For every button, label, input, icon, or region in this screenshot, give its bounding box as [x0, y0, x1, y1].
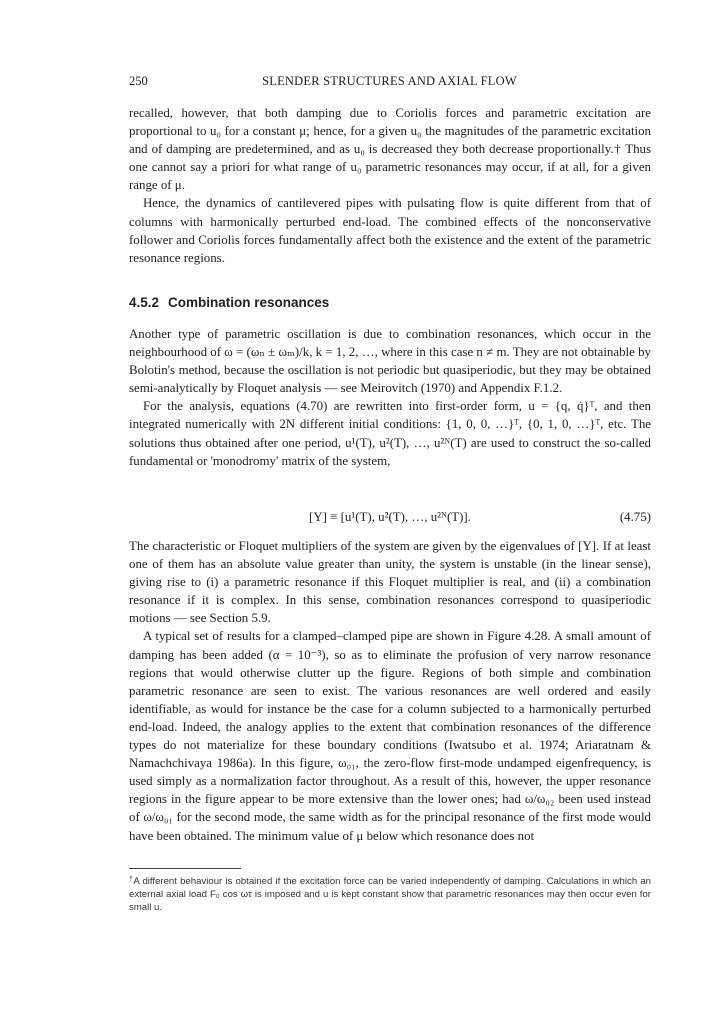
- bottom-text-block: [129, 537, 651, 845]
- page-header: [129, 74, 650, 90]
- paragraph: Another type of parametric oscillation is due to combination resonances, which occur in the neighbourhood of ω = (ωₙ ± ωₘ)/k, k = 1, 2, …, where in this case n ≠ m. They are not obtainable by Bolotin's method, because the oscillation is not periodic but quasiperiodic, but they may be obtained semi-analytically by Floquet analysis — see Meirovitch (1970) and Appendix F.1.2.: [129, 327, 651, 396]
- top-text-block: [129, 104, 651, 267]
- section-heading: [129, 295, 329, 310]
- footnote-rule: [129, 868, 241, 869]
- paragraph: For the analysis, equations (4.70) are rewritten into first-order form, u = {q, q̇}ᵀ, and then integrated numerically with 2N different initial conditions: {1, 0, 0, …}ᵀ, {0, 1, 0, …}ᵀ, etc. The solutions thus obtained after one period, u¹(T), u²(T), …, u²ᴺ(T) are used to construct the so-called fundamental or 'monodromy' matrix of the system,: [129, 399, 651, 468]
- footnote-marker: †: [129, 876, 134, 883]
- section-number: 4.5.2: [129, 295, 160, 310]
- footnote-text: A different behaviour is obtained if the excitation force can be varied independently of damping. Calculations in which an external axial load F₀ cos ωτ is imposed and u is kept constant show that parametric resonances may then occur even for small u.: [129, 876, 651, 914]
- section-title: Combination resonances: [168, 295, 330, 310]
- middle-text-block: [129, 325, 651, 470]
- footnote: [129, 873, 651, 915]
- paragraph: Hence, the dynamics of cantilevered pipes with pulsating flow is quite different from that of columns with harmonically perturbed end-load. The combined effects of the nonconservative follower and Coriolis forces fundamentally affect both the existence and the extent of the parametric resonance regions.: [129, 196, 651, 265]
- running-head: SLENDER STRUCTURES AND AXIAL FLOW: [262, 74, 517, 88]
- paragraph: The characteristic or Floquet multipliers of the system are given by the eigenvalues of [Y]. If at least one of them has an absolute value greater than unity, the system is unstable (in the linear sense), giving rise to (i) a parametric resonance if this Floquet multiplier is real, and (ii) a combination resonance if it is complex. In this sense, combination resonances correspond to quasiperiodic motions — see Section 5.9.: [129, 539, 651, 626]
- equation-number: (4.75): [619, 510, 651, 524]
- paragraph: A typical set of results for a clamped–clamped pipe are shown in Figure 4.28. A small amount of damping has been added (α = 10⁻³), so as to eliminate the profusion of very narrow resonance regions that would otherwise clutter up the figure. Regions of both simple and combination parametric resonance are seen to exist. The various resonances are well ordered and easily identifiable, as would for instance be the case for a column subjected to a harmonically perturbed end-load. Indeed, the analogy applies to the extent that combination resonances of the difference types do not materialize for these boundary conditions (Iwatsubo et al. 1974; Ariaratnam & Namachchivaya 1986a). In this figure, ω₀₁, the zero-flow first-mode undamped eigenfrequency, is used simply as a normalization factor throughout. As a result of this, however, the upper resonance regions in the figure appear to be more extensive than the lower ones; had ω/ω₀₂ been used instead of ω/ω₀₁ for the second mode, the same width as for the principal resonance of the first mode would have been obtained. The minimum value of μ below which resonance does not: [129, 629, 651, 843]
- equation-body: [Y] ≡ [u¹(T), u²(T), …, u²ᴺ(T)].: [309, 510, 471, 524]
- paragraph: recalled, however, that both damping due to Coriolis forces and parametric excitation are proportional to u₀ for a constant μ; hence, for a given u₀ the magnitudes of the parametric excitation and of damping are predetermined, and as u₀ is decreased they both decrease proportionally.† Thus one cannot say a priori for what range of u₀ parametric resonances may occur, if at all, for a given range of μ.: [129, 106, 651, 193]
- equation-4-75: [129, 510, 651, 528]
- page-number: 250: [129, 74, 148, 88]
